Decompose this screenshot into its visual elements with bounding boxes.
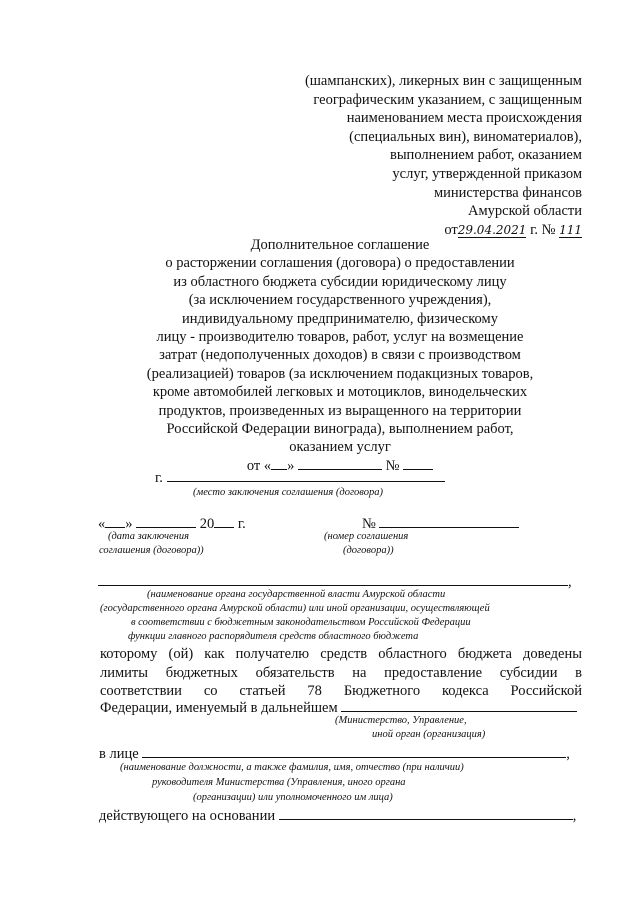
title-line: оказанием услуг (289, 439, 391, 456)
date-year-suffix: г. (237, 516, 246, 532)
organ-caption-line: (государственного органа Амурской области) или иной организации, осуществляющей (100, 603, 490, 614)
body-text (100, 645, 582, 701)
order-number-handwritten: 111 (559, 222, 582, 237)
ministry-name-blank[interactable] (341, 699, 577, 712)
header-line: наименованием места происхождения (346, 110, 582, 127)
agreement-number-blank[interactable] (379, 515, 519, 528)
number-blank[interactable] (403, 457, 433, 470)
date-open-quote: « (98, 516, 106, 532)
number-caption-2: (договора)) (343, 545, 394, 556)
organ-caption-line: (наименование органа государственной власти Амурской области (147, 589, 446, 600)
basis-line (99, 807, 576, 825)
person-blank[interactable] (142, 745, 566, 758)
title-line: из областного бюджета субсидии юридическому лицу (173, 273, 507, 290)
title-line: Российской Федерации винограда), выполнением работ, (166, 421, 514, 438)
date-month-blank[interactable] (136, 515, 196, 528)
title-line: индивидуальному предпринимателю, физическому (182, 310, 498, 327)
place-prefix: г. (155, 470, 163, 486)
agreement-number-sign: № (362, 516, 376, 532)
title-line: продуктов, произведенных из выращенного на территории (158, 402, 522, 419)
ministry-caption-2: иной орган (организация) (372, 729, 486, 740)
basis-comma: , (572, 808, 577, 824)
header-line: (специальных вин), виноматериалов), (349, 128, 582, 145)
title-line: (реализацией) товаров (за исключением подакцизных товаров, (146, 365, 534, 382)
person-line (99, 745, 570, 763)
order-date-handwritten: 29.04.2021 (457, 222, 527, 237)
order-date-prefix: от (444, 221, 458, 238)
organ-caption-line: функции главного распорядителя средств областного бюджета (128, 631, 419, 642)
date-close-quote: » (125, 516, 133, 532)
person-prefix: в лице (99, 746, 139, 762)
body-line: соответствии со статьей 78 Бюджетного кодекса Российской (100, 683, 582, 700)
date-day-blank[interactable] (105, 515, 125, 528)
header-line: географическим указанием, с защищенным (313, 91, 582, 108)
organ-blank[interactable] (98, 573, 568, 586)
organ-caption-line: в соответствии с бюджетным законодательством Российской Федерации (131, 617, 471, 628)
number-caption-1: (номер соглашения (324, 531, 409, 542)
date-year-prefix: 20 (199, 516, 215, 532)
from-date-prefix: от « (246, 457, 272, 474)
date-caption-1: (дата заключения (108, 531, 189, 542)
title-line: (за исключением государственного учреждения), (188, 292, 492, 309)
place-blank[interactable] (167, 469, 445, 482)
person-caption-line: руководителя Министерства (Управления, иного органа (152, 777, 406, 788)
place-caption: (место заключения соглашения (договора) (193, 487, 383, 498)
from-date-quote: » (287, 457, 295, 474)
from-number-sign: № (385, 457, 400, 474)
header-line: Амурской области (468, 203, 582, 220)
header-line: (шампанских), ликерных вин с защищенным (304, 73, 582, 89)
date-caption-2: соглашения (договора)) (99, 545, 204, 556)
person-comma: , (566, 746, 570, 762)
body-line: которому (ой) как получателю средств областного бюджета доведены (100, 646, 582, 662)
header-line: министерства финансов (433, 184, 582, 201)
person-caption-line: (организации) или уполномоченного им лица) (193, 792, 393, 803)
header-line: выполнением работ, оказанием (389, 147, 582, 164)
basis-prefix: действующего на основании (99, 808, 276, 824)
body-last-text: Федерации, именуемый в дальнейшем (100, 700, 338, 716)
title-line: Дополнительное соглашение (250, 237, 430, 253)
body-line: лимиты бюджетных обязательств на предоставление субсидии в (100, 664, 582, 681)
order-number-prefix: г. № (530, 221, 556, 238)
day-blank[interactable] (271, 457, 287, 470)
ministry-caption-1: (Министерство, Управление, (335, 715, 467, 726)
title-line: лицу - производителю товаров, работ, услуг на возмещение (156, 329, 524, 346)
date-year-blank[interactable] (214, 515, 234, 528)
title-line: затрат (недополученных доходов) в связи с производством (159, 347, 521, 364)
person-caption-line: (наименование должности, а также фамилия, имя, отчество (при наличии) (120, 762, 464, 773)
header-block (305, 72, 582, 239)
title-line: о расторжении соглашения (договора) о предоставлении (165, 255, 515, 272)
place-line (155, 469, 445, 487)
organ-comma: , (568, 574, 572, 590)
month-year-blank[interactable] (298, 457, 382, 470)
basis-blank[interactable] (279, 807, 573, 820)
header-line: услуг, утвержденной приказом (392, 165, 582, 182)
document-title (0, 236, 640, 475)
title-line: кроме автомобилей легковых и мотоциклов, винодельческих (152, 384, 528, 401)
